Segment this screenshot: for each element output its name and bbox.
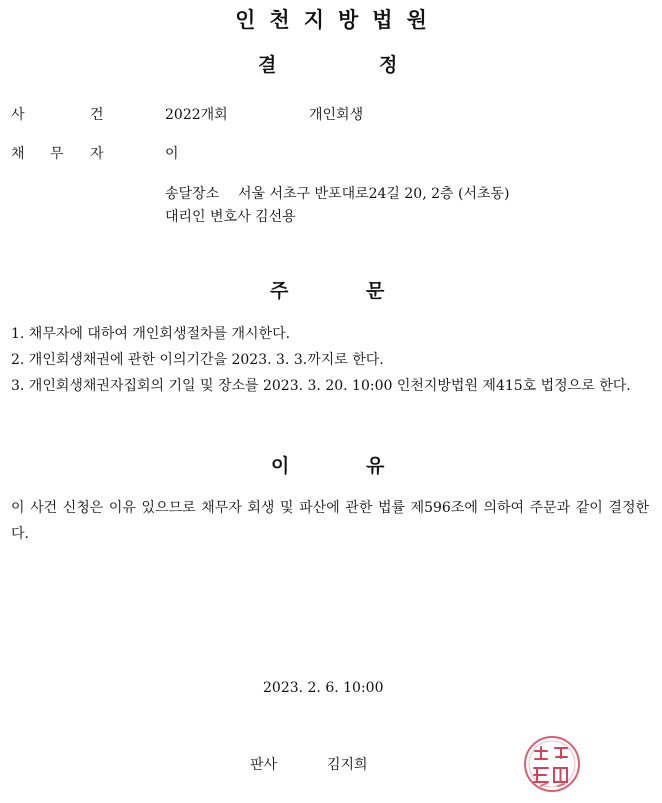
case-label-char: 사 [11, 107, 25, 123]
case-number: 2022개회 [165, 107, 228, 123]
order-item: 3. 개인회생채권자집회의 기일 및 장소를 2023. 3. 20. 10:00 인천지방법원 제415호 법정으로 한다. [11, 378, 631, 394]
judge-title: 판사 [250, 757, 278, 773]
order-item: 1. 채무자에 대하여 개인회생절차를 개시한다. [11, 326, 291, 342]
doc-title-right: 정 [379, 54, 398, 76]
judge-name: 김지희 [327, 757, 368, 773]
reason-text: 이 사건 신청은 이유 있으므로 채무자 회생 및 파산에 관한 법률 제596조에 의하여 주문과 같이 결정한다. [11, 500, 649, 542]
judge-seal-stamp [521, 733, 583, 795]
reason-heading-left: 이 [271, 455, 290, 477]
doc-title-left: 결 [258, 54, 277, 76]
debtor-agent: 대리인 변호사 김선용 [165, 209, 296, 225]
debtor-label-char: 채 [11, 146, 25, 162]
reason-heading-right: 유 [366, 455, 385, 477]
case-label-char: 건 [90, 107, 104, 123]
debtor-name: 이 [165, 146, 179, 162]
court-name: 인천지방법원 [235, 8, 441, 32]
service-address-label: 송달장소 [165, 186, 220, 202]
decision-date: 2023. 2. 6. 10:00 [263, 680, 384, 696]
order-heading-left: 주 [270, 280, 289, 302]
debtor-label-char: 자 [90, 146, 104, 162]
debtor-label-char: 무 [50, 146, 64, 162]
case-type: 개인회생 [309, 107, 364, 123]
service-address: 서울 서초구 반포대로24길 20, 2층 (서초동) [238, 186, 510, 202]
order-item: 2. 개인회생채권에 관한 이의기간을 2023. 3. 3.까지로 한다. [11, 352, 384, 368]
order-heading-right: 문 [366, 280, 385, 302]
